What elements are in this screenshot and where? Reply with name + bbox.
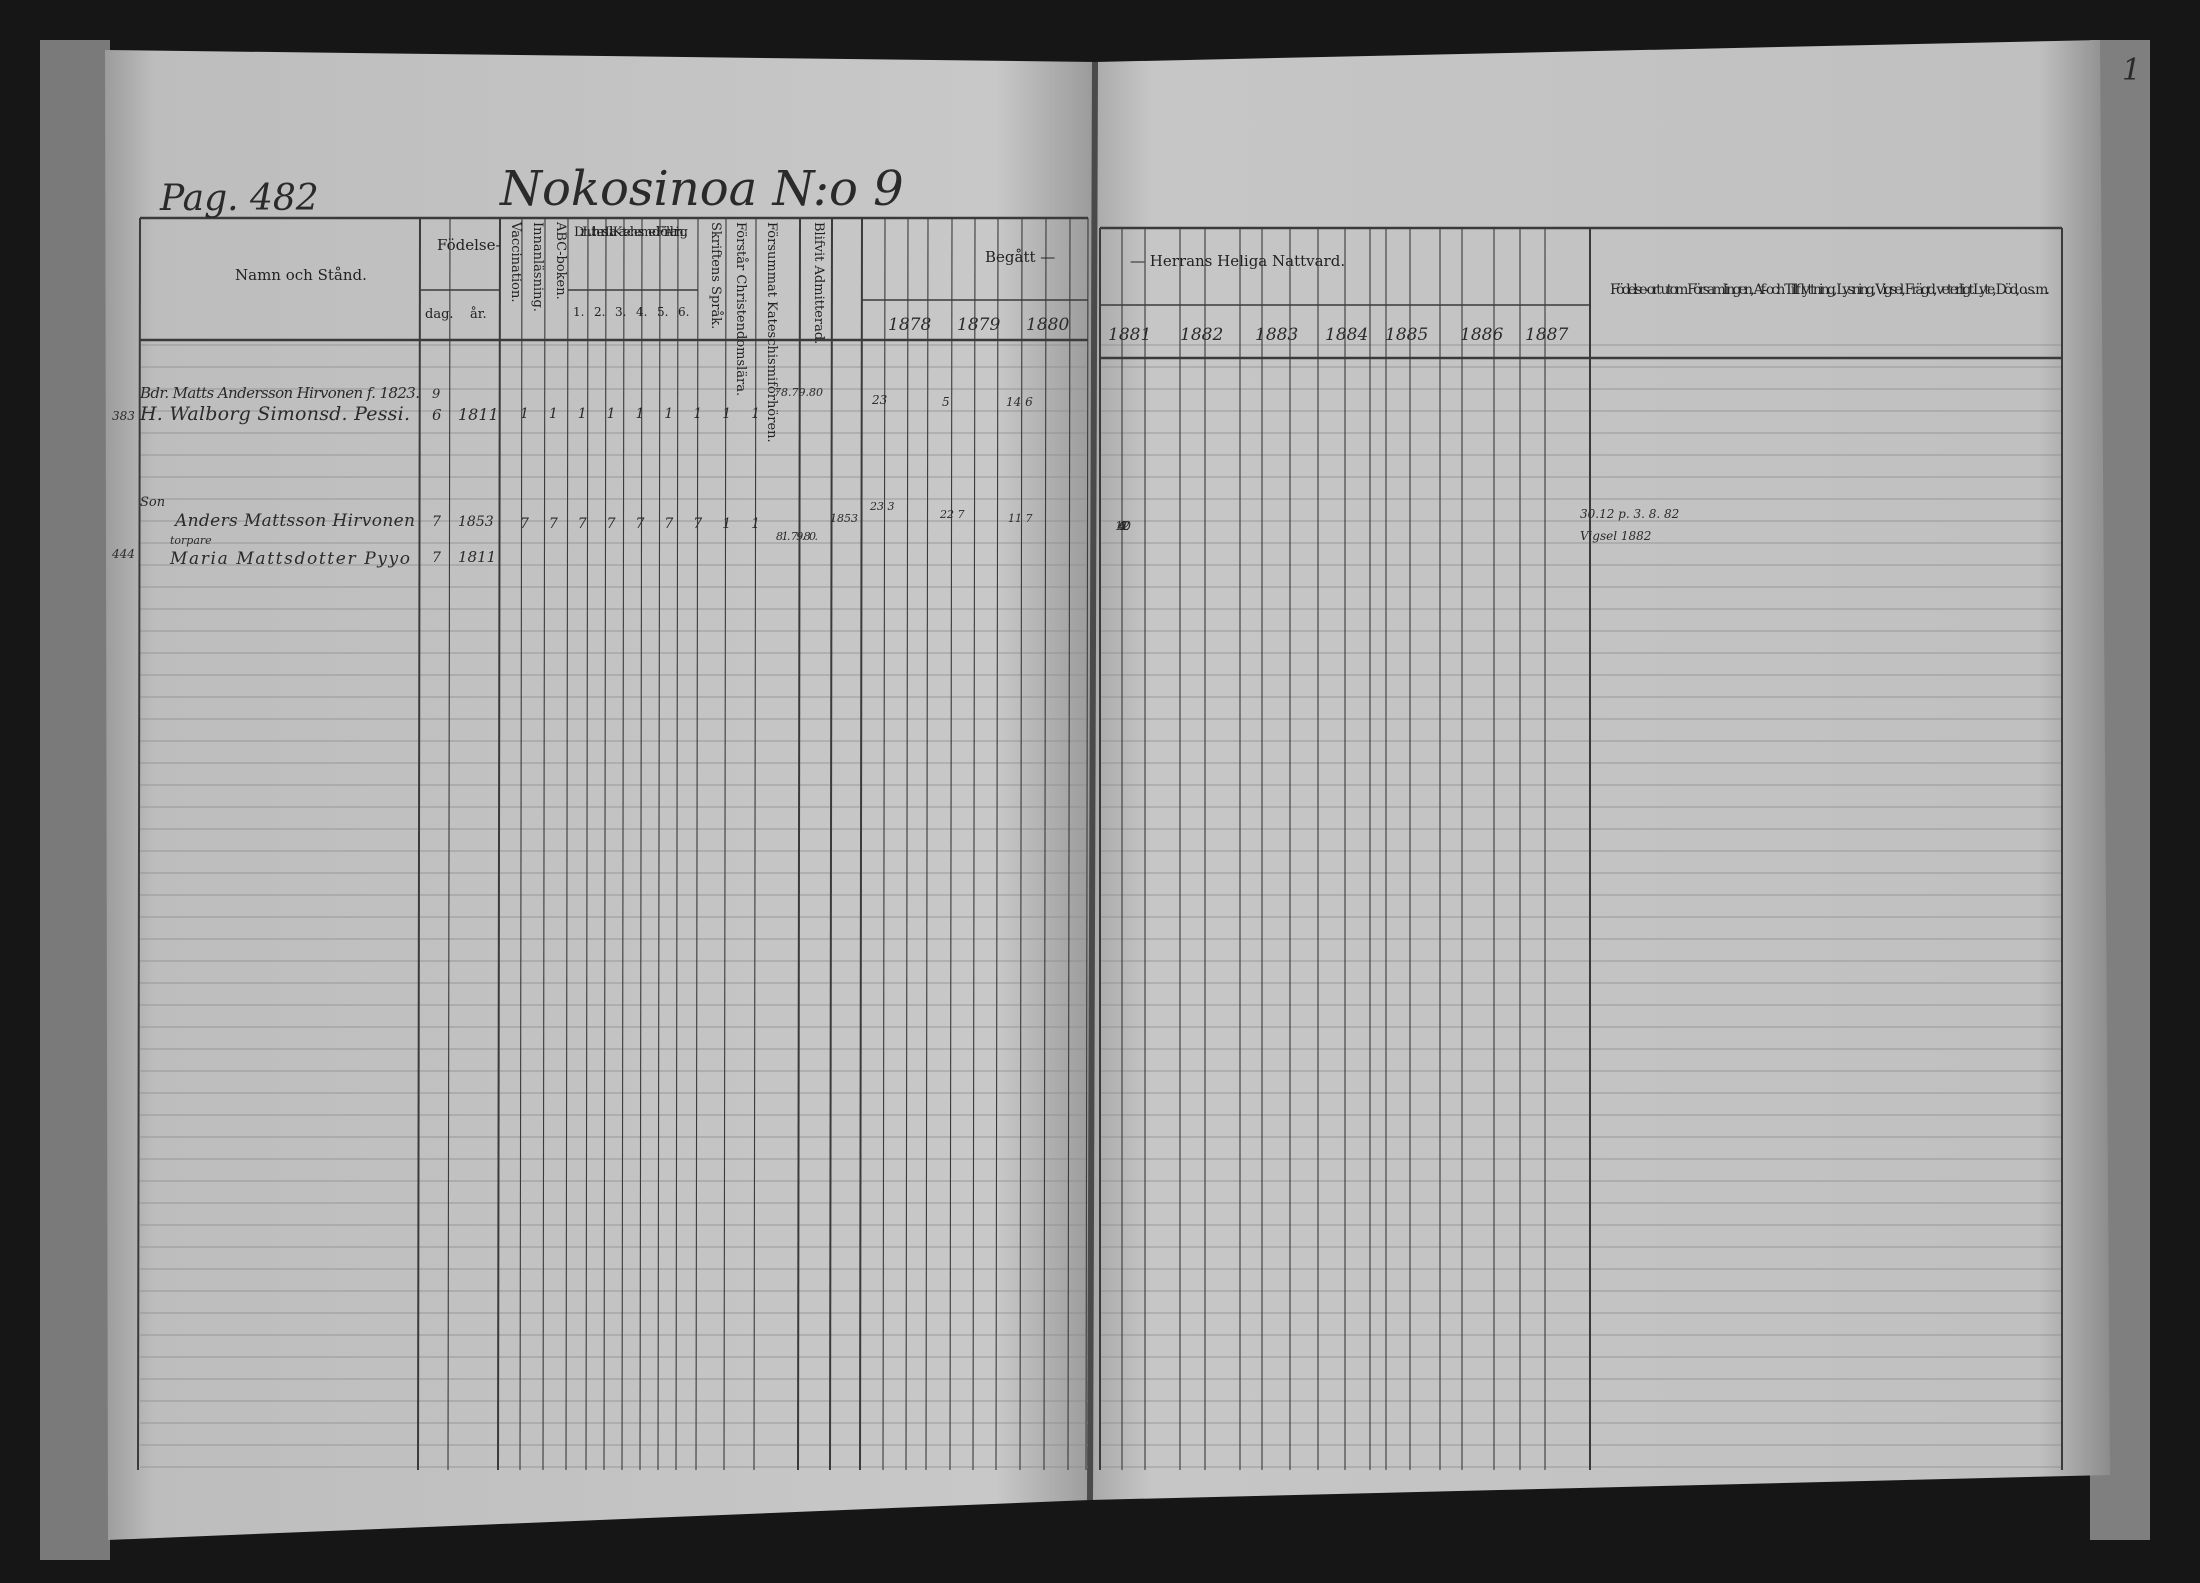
left-year-headers (888, 315, 1069, 335)
header-vaccination: Vaccination. (508, 222, 523, 303)
luther-part-2: 2. (594, 305, 606, 319)
header-luther: Dr Luthers Lilla Kateches med Förklaring. (574, 225, 689, 240)
entry-name-line: Son (140, 495, 166, 510)
birth-day: 6 (432, 406, 442, 424)
header-fodelse: Födelse- (437, 236, 501, 254)
birth-year: 1811 (458, 405, 499, 424)
luther-part-5: 5. (657, 305, 669, 319)
header-herrans: — Herrans Heliga Nattvard. (1130, 252, 1346, 270)
header-forsummat: Försummat Kateschismiförhören. (764, 222, 779, 443)
year-1880-value: 14 6 (1006, 395, 1033, 409)
village-title: Nokosinoa N:o 9 (500, 161, 904, 217)
luther-part-6: 6. (678, 305, 690, 319)
year-header-1886: 1886 (1460, 325, 1504, 345)
year-header-1884: 1884 (1325, 325, 1369, 345)
remark-line: 30.12 p. 3. 8. 82 (1580, 507, 1680, 521)
page-reference: Pag. 482 (160, 178, 319, 219)
luther-part-4: 4. (636, 305, 648, 319)
year-1878-value: 23 3 (870, 500, 895, 513)
year-1879-value: 5 (942, 395, 950, 409)
header-dag: dag. (425, 307, 454, 322)
page-number: 1 (2122, 53, 2142, 88)
remark-line: Vigsel 1882 (1580, 529, 1652, 543)
header-abc: ABC-boken. (553, 222, 568, 300)
birth-year: 1811 (458, 548, 497, 566)
header-name: Namn och Stånd. (235, 266, 367, 284)
year-header-1887: 1887 (1525, 325, 1569, 345)
year-1880-value: 11 7 (1008, 512, 1033, 525)
left-page-stack (40, 40, 110, 1560)
forsummat-years: 81. 79.80. (776, 530, 818, 543)
luther-part-1: 1. (573, 305, 585, 319)
header-ar: år. (470, 307, 487, 322)
katechism-marks: 7 7 7 7 7 7 7 1 1 (520, 516, 760, 532)
birth-year: 1853 (458, 514, 494, 530)
entry-name-line: Anders Mattsson Hirvonen (175, 511, 415, 531)
forsummat-years: 78.79.80 (774, 386, 823, 399)
header-remarks: Födelse-ort utom Församlingen, Af- och Tillflyttning, Lysning, Vigsel, Frägd, veterligt Lyte, Död, o. s. m. (1610, 282, 2051, 298)
birth-day: 7 (432, 550, 441, 566)
entry-name-line: Maria Mattsdotter Pyyo (170, 549, 410, 569)
entry-name-line: Bdr. Matts Andersson Hirvonen f. 1823. (140, 384, 420, 402)
luther-part-3: 3. (615, 305, 627, 319)
year-header-1878: 1878 (888, 315, 932, 335)
header-admitterad: Blifvit Admitterad. (811, 222, 826, 345)
year-header-1881: 1881 (1108, 325, 1152, 345)
birth-day: 9 (432, 387, 441, 402)
year-1879-value: 22 7 (940, 508, 965, 521)
year-1881-value: 14 6 12 0 (1115, 519, 1131, 533)
entry-name-line: H. Walborg Simonsd. Pessi. (140, 403, 410, 425)
year-header-1883: 1883 (1255, 325, 1299, 345)
year-header-1885: 1885 (1385, 325, 1429, 345)
year-1878-value: 23 (872, 393, 888, 407)
header-skriftens: Skriftens Språk. (708, 222, 723, 330)
header-forstar: Förstår Christendomslära. (733, 222, 748, 397)
entry-name-line: torpare (170, 534, 212, 547)
header-innanlasning: Innanläsning. (530, 222, 545, 312)
year-header-1880: 1880 (1026, 315, 1070, 335)
admitted-year: 1853 (830, 512, 858, 525)
row-number: 383 (112, 409, 135, 423)
header-begatt: Begått — (985, 248, 1056, 266)
birth-day: 7 (432, 514, 441, 530)
year-header-1879: 1879 (957, 315, 1001, 335)
row-number: 444 (112, 547, 135, 561)
katechism-marks: 1 1 1 1 1 1 1 1 1 (520, 406, 760, 422)
year-header-1882: 1882 (1180, 325, 1224, 345)
